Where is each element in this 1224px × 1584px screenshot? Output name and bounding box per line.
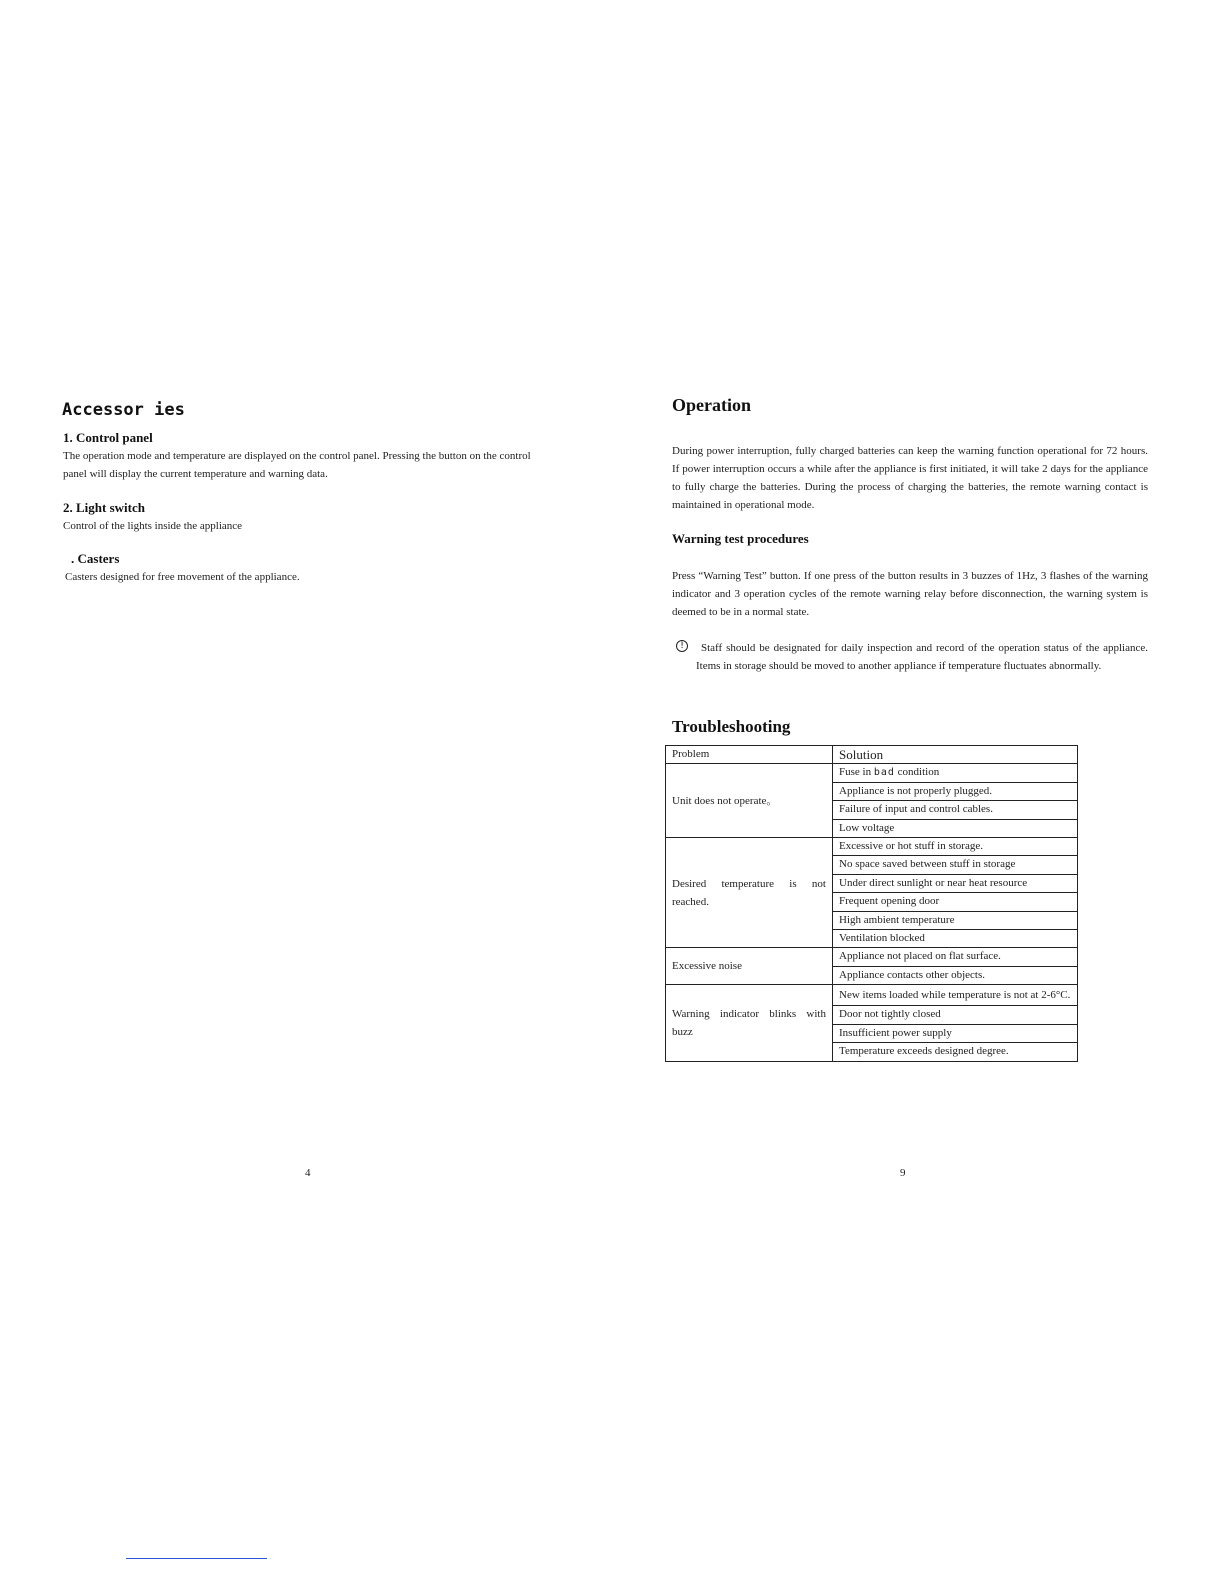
solution-cell bbox=[833, 764, 1078, 782]
solution-text: bad bbox=[873, 767, 895, 779]
table-row bbox=[666, 948, 1078, 966]
solution-cell: Insufficient power supply bbox=[833, 1024, 1078, 1042]
operation-text: During power interruption, fully charged batteries can keep the warning function operational for 72 hours. If power interruption occurs a while after the appliance is first initiated, it will take 2 days for the appliance to fully charge the batteries. During the process of charging the batteries, the remote warning contact is maintained in operational mode. bbox=[672, 445, 1148, 511]
table-header-row bbox=[666, 746, 1078, 764]
control-panel-heading: 1. Control panel bbox=[63, 430, 153, 445]
solution-cell: Low voltage bbox=[833, 819, 1078, 837]
control-panel-text: The operation mode and temperature are displayed on the control panel. Pressing the button on the control panel will display the current temperature and warning data. bbox=[63, 450, 531, 480]
solution-text: Fuse in bbox=[839, 766, 872, 779]
solution-cell: Ventilation blocked bbox=[833, 930, 1078, 948]
header-solution: Solution bbox=[833, 746, 1078, 764]
solution-cell: Temperature exceeds designed degree. bbox=[833, 1043, 1078, 1061]
casters-text: Casters designed for free movement of the appliance. bbox=[65, 571, 300, 583]
solution-cell: Appliance is not properly plugged. bbox=[833, 782, 1078, 800]
solution-cell: Under direct sunlight or near heat resource bbox=[833, 874, 1078, 892]
solution-text: condition bbox=[897, 766, 940, 779]
casters-heading: . Casters bbox=[71, 551, 120, 566]
light-switch-heading: 2. Light switch bbox=[63, 500, 145, 515]
table-row bbox=[666, 764, 1078, 782]
solution-cell: High ambient temperature bbox=[833, 911, 1078, 929]
solution-cell: No space saved between stuff in storage bbox=[833, 856, 1078, 874]
table-row bbox=[666, 985, 1078, 1006]
exclamation-circle-icon: ! bbox=[676, 640, 688, 652]
solution-cell: Appliance contacts other objects. bbox=[833, 966, 1078, 984]
accessories-title: Accessor ies bbox=[62, 400, 185, 420]
solution-cell: Excessive or hot stuff in storage. bbox=[833, 838, 1078, 856]
note-text: Staff should be designated for daily inspection and record of the operation status of the appliance. Items in storage should be moved to another appliance if temperature fluctuates abnormally. bbox=[696, 642, 1148, 672]
solution-cell: Door not tightly closed bbox=[833, 1006, 1078, 1024]
solution-cell: Failure of input and control cables. bbox=[833, 801, 1078, 819]
troubleshooting-table bbox=[665, 745, 1078, 1062]
solution-cell: Frequent opening door bbox=[833, 893, 1078, 911]
page-number-left: 4 bbox=[305, 1167, 311, 1179]
problem-cell: Unit does not operate。 bbox=[666, 764, 833, 838]
table-row bbox=[666, 838, 1078, 856]
problem-cell: Desired temperature is not reached. bbox=[666, 838, 833, 948]
header-problem: Problem bbox=[666, 746, 833, 764]
warning-test-text: Press “Warning Test” button. If one press of the button results in 3 buzzes of 1Hz, 3 flashes of the warning indicator and 3 operation cycles of the remote warning relay before disconnection, the warning system is deemed to be in a normal state. bbox=[672, 570, 1148, 618]
light-switch-text: Control of the lights inside the appliance bbox=[63, 520, 243, 532]
warning-test-heading: Warning test procedures bbox=[672, 531, 809, 546]
footer-link-underline bbox=[126, 1558, 267, 1559]
operation-title: Operation bbox=[672, 395, 751, 415]
troubleshooting-title: Troubleshooting bbox=[672, 717, 791, 736]
problem-cell: Excessive noise bbox=[666, 948, 833, 985]
problem-cell: Warning indicator blinks with buzz bbox=[666, 985, 833, 1061]
solution-cell: Appliance not placed on flat surface. bbox=[833, 948, 1078, 966]
page-number-right: 9 bbox=[900, 1167, 906, 1179]
solution-cell: New items loaded while temperature is not at 2-6°C. bbox=[833, 985, 1078, 1006]
